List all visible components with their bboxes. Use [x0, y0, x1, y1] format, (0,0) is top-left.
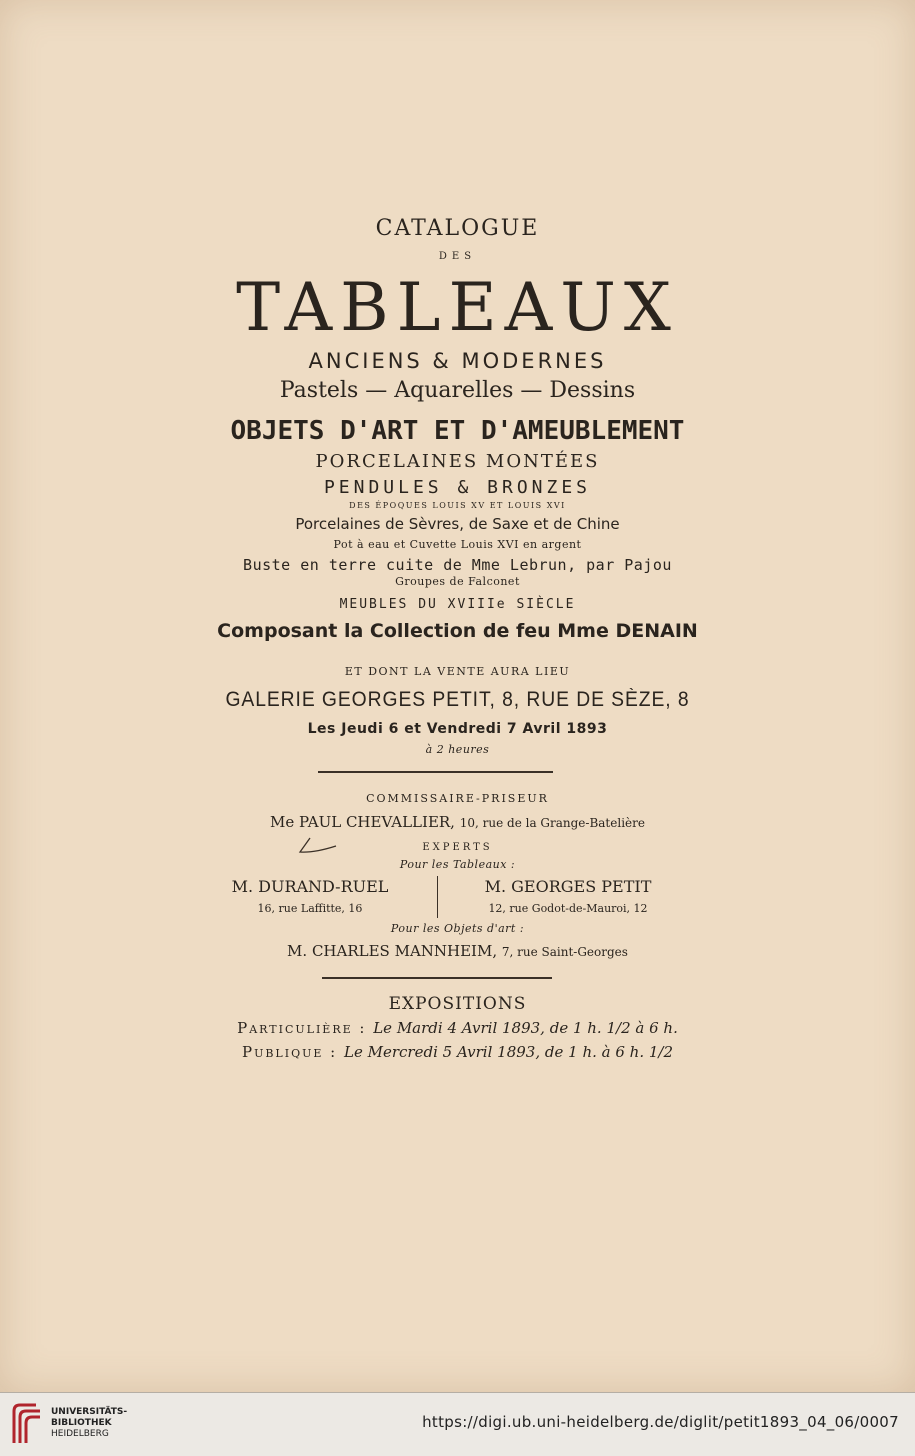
particuliere-date: Le Mardi 4 Avril 1893, de 1 h. 1/2 à 6 h.: [373, 1019, 678, 1037]
galerie-line: GALERIE GEORGES PETIT, 8, RUE DE SÈZE, 8: [225, 688, 690, 711]
dates-line: Les Jeudi 6 et Vendredi 7 Avril 1893: [307, 721, 608, 737]
expositions-heading: EXPOSITIONS: [388, 994, 527, 1014]
pot-line: Pot à eau et Cuvette Louis XVI en argent: [333, 538, 582, 551]
mannheim-address: 7, rue Saint-Georges: [501, 945, 628, 959]
divider-bottom: [322, 977, 552, 979]
main-title: TABLEAUX: [236, 269, 679, 346]
groupes-line: Groupes de Falconet: [395, 575, 520, 588]
viewer-footer: [0, 1392, 915, 1456]
buste-line: Buste en terre cuite de Mme Lebrun, par Pajou: [243, 556, 672, 574]
vente-line: ET DONT LA VENTE AURA LIEU: [344, 665, 571, 678]
porcelaines-montees: PORCELAINES MONTÉES: [315, 451, 600, 472]
epoques-line: DES ÉPOQUES LOUIS XV ET LOUIS XVI: [349, 501, 566, 510]
expert-right-address: 12, rue Godot-de-Mauroi, 12: [488, 902, 648, 915]
mannheim-name: M. CHARLES MANNHEIM,: [287, 942, 502, 960]
publique-label: Publique :: [241, 1043, 344, 1061]
commissaire-name: Me PAUL CHEVALLIER,: [270, 813, 460, 831]
particuliere-label: Particulière :: [237, 1019, 374, 1037]
source-url[interactable]: https://digi.ub.uni-heidelberg.de/diglit/petit1893_04_06/0007: [422, 1413, 899, 1431]
university-logo-icon: [10, 1401, 44, 1447]
publique-date: Le Mercredi 5 Avril 1893, de 1 h. à 6 h. 1/2: [344, 1043, 673, 1061]
objets-line: OBJETS D'ART ET D'AMEUBLEMENT: [230, 416, 685, 446]
expert-right-name: M. GEORGES PETIT: [484, 877, 652, 896]
exposition-publique: [0, 1043, 915, 1061]
pendules-line: PENDULES & BRONZES: [323, 477, 592, 498]
mannheim-line: [0, 942, 915, 960]
expert-left-name: M. DURAND-RUEL: [231, 877, 389, 896]
des-word: DES: [438, 251, 477, 262]
porcelaines-sevres: Porcelaines de Sèvres, de Saxe et de Chine: [295, 515, 620, 533]
heures-line: à 2 heures: [425, 743, 490, 756]
meubles-line: MEUBLES DU XVIIIe SIÈCLE: [339, 597, 576, 612]
commissaire-line: [0, 813, 915, 831]
library-name: UNIVERSITÄTS- BIBLIOTHEK HEIDELBERG: [51, 1407, 128, 1439]
composant-line: Composant la Collection de feu Mme DENAIN: [217, 620, 698, 642]
experts-heading: EXPERTS: [422, 842, 493, 853]
divider-top: [318, 771, 553, 773]
pastels-line: Pastels — Aquarelles — Dessins: [279, 378, 636, 403]
pour-tableaux: Pour les Tableaux :: [399, 858, 516, 871]
commissaire-address: 10, rue de la Grange-Batelière: [459, 816, 645, 830]
expert-left-address: 16, rue Laffitte, 16: [257, 902, 363, 915]
exposition-particuliere: [0, 1019, 915, 1037]
commissaire-heading: COMMISSAIRE-PRISEUR: [366, 792, 549, 805]
catalogue-heading: CATALOGUE: [375, 216, 540, 241]
pour-objets: Pour les Objets d'art :: [390, 922, 525, 935]
subtitle-anciens: ANCIENS & MODERNES: [308, 349, 607, 373]
